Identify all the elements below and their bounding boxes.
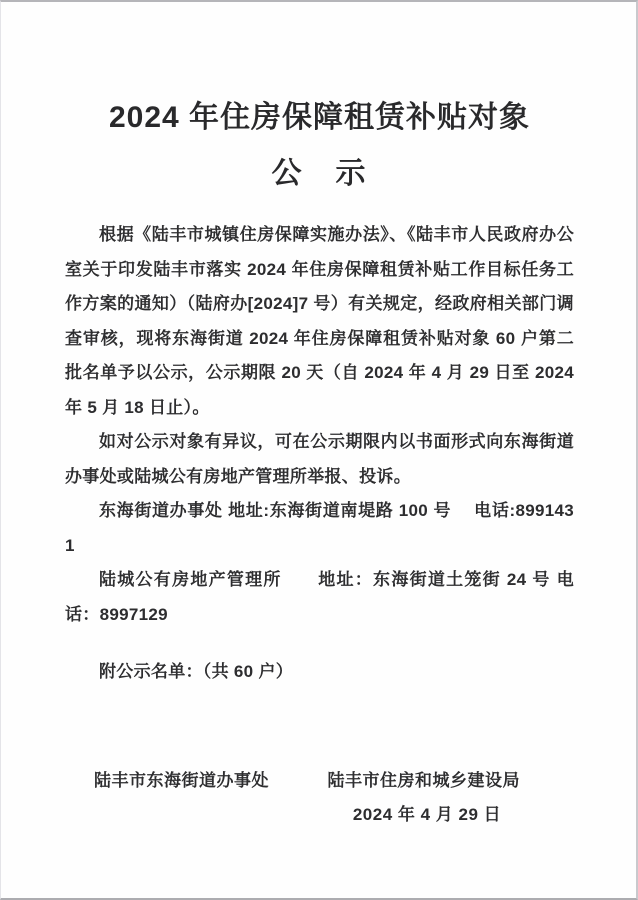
contact-line-property-office: 陆城公有房地产管理所 地址：东海街道土笼街 24 号 电话：8997129 bbox=[65, 570, 574, 624]
signature-row bbox=[65, 764, 574, 799]
signature-left-org: 陆丰市东海街道办事处 bbox=[94, 770, 269, 790]
document-body bbox=[65, 218, 574, 632]
signature-right-org: 陆丰市住房和城乡建设局 bbox=[327, 770, 520, 790]
paragraph-basis: 根据《陆丰市城镇住房保障实施办法》、《陆丰市人民政府办公室关于印发陆丰市落实 2024 年住房保障租赁补贴工作目标任务工作方案的通知）（陆府办[2024]7 号）有关规定，经政府相关部门调查审核，现将东海街道 2024 年住房保障租赁补贴对象 60 户第二批名单予以公示，公示期限 20 天（自 2024 年 4 月 29 日至 2024 年 5 月 18 日止）。 bbox=[65, 225, 574, 417]
signature-section bbox=[65, 764, 574, 833]
paragraph-objection: 如对公示对象有异议，可在公示期限内以书面形式向东海街道办事处或陆城公有房地产管理所举报、投诉。 bbox=[65, 432, 574, 486]
signature-date: 2024 年 4 月 29 日 bbox=[352, 805, 502, 824]
attachment-note: 附公示名单：（共 60 户） bbox=[99, 662, 294, 681]
document-title: 2024 年住房保障租赁补贴对象 bbox=[108, 101, 531, 134]
contact-line-street-office: 东海街道办事处 地址:东海街道南堤路 100 号 电话:8991431 bbox=[65, 501, 574, 555]
document-subtitle: 公 示 bbox=[271, 157, 368, 190]
signature-date-row bbox=[65, 798, 574, 833]
document-content bbox=[1, 2, 636, 833]
attachment-section bbox=[65, 655, 574, 690]
